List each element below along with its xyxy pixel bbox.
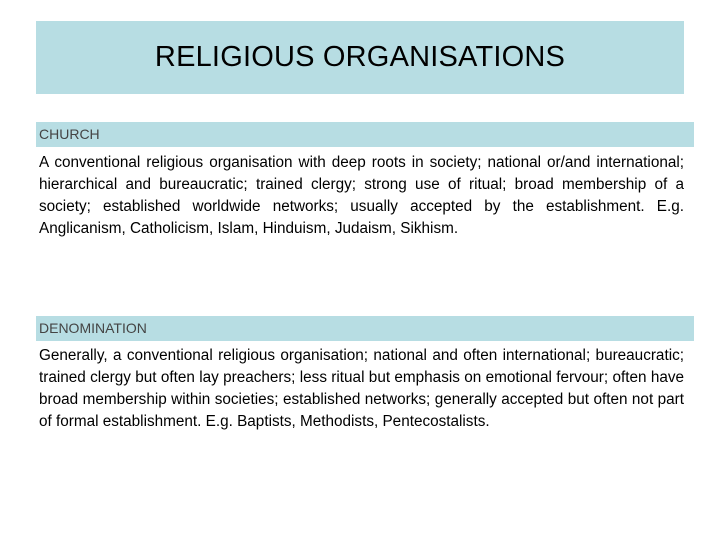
section-heading-church: CHURCH (36, 122, 694, 147)
section-body-denomination: Generally, a conventional religious organisation; national and often international; bureaucratic; trained clergy but often lay preachers; less ritual but emphasis on emotional fervour; often have broad membership within societies; established networks; generally accepted but often not part of formal establishment. E.g. Baptists, Methodists, Pentecostalists. (39, 347, 684, 430)
page-title: RELIGIOUS ORGANISATIONS (154, 41, 566, 73)
section-body-church: A conventional religious organisation with deep roots in society; national or/and international; hierarchical and bureaucratic; trained clergy; strong use of ritual; broad membership of a society; established worldwide networks; usually accepted by the establishment. E.g. Anglicanism, Catholicism, Islam, Hinduism, Judaism, Sikhism. (39, 154, 684, 237)
title-banner (36, 21, 684, 94)
section-heading-denomination: DENOMINATION (36, 316, 694, 341)
